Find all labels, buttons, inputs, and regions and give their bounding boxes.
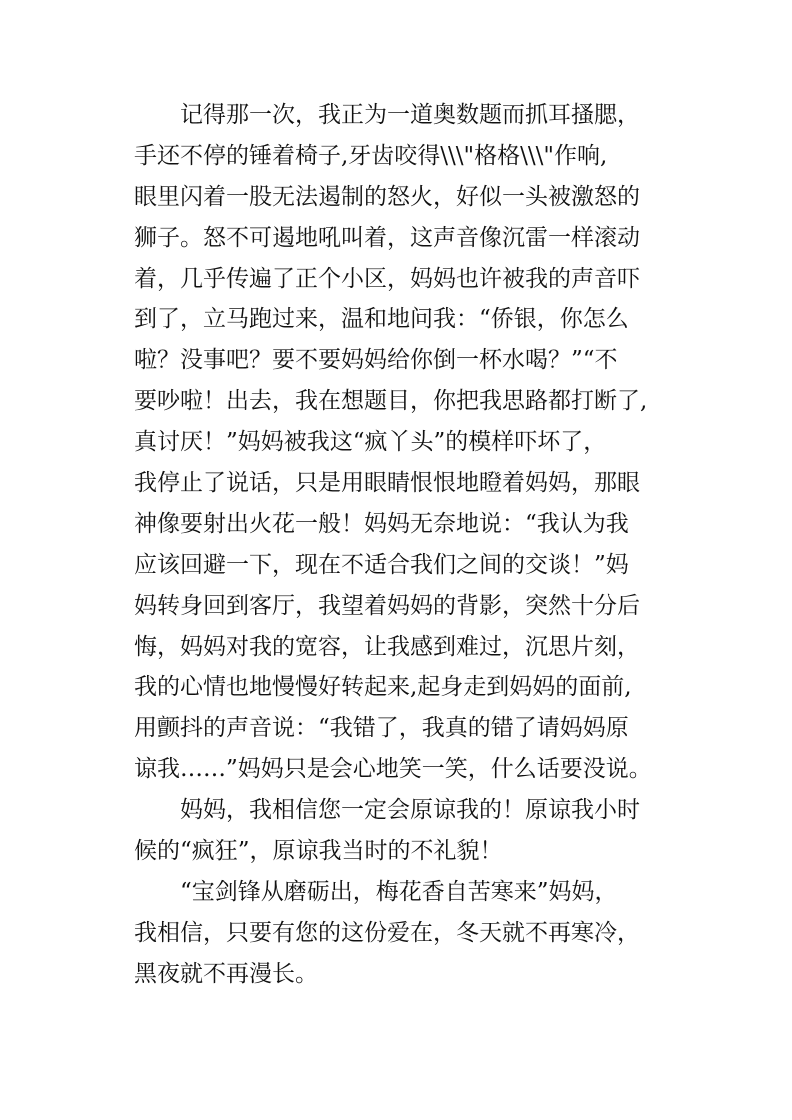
text-line: 谅我……”妈妈只是会心地笑一笑，什么话要没说。 [134, 756, 652, 783]
text-line: 狮子。怒不可遏地吼叫着，这声音像沉雷一样滚动 [134, 224, 640, 251]
text-line: 手还不停的锤着椅子,牙齿咬得\\\"格格\\\"作响, [134, 142, 608, 169]
text-line: 黑夜就不再漫长。 [134, 960, 318, 987]
text-line: 应该回避一下，现在不适合我们之间的交谈！”妈 [134, 551, 629, 578]
text-line: 我停止了说话，只是用眼睛恨恨地瞪着妈妈，那眼 [134, 470, 640, 497]
text-line: 候的“疯狂”，原谅我当时的不礼貌！ [134, 838, 503, 865]
text-line: 啦？没事吧？要不要妈妈给你倒一杯水喝？”“不 [134, 347, 618, 374]
text-line: 我的心情也地慢慢好转起来,起身走到妈妈的面前, [134, 674, 632, 701]
text-line: 眼里闪着一股无法遏制的怒火，好似一头被激怒的 [134, 183, 640, 210]
text-line: 真讨厌！”妈妈被我这“疯丫头”的模样吓坏了， [134, 429, 607, 456]
text-line: 妈转身回到客厅，我望着妈妈的背影，突然十分后 [134, 592, 640, 619]
text-line: 神像要射出火花一般！妈妈无奈地说：“我认为我 [134, 510, 629, 537]
text-line: 悔，妈妈对我的宽容，让我感到难过，沉思片刻， [134, 633, 640, 660]
text-line: 妈妈，我相信您一定会原谅我的！原谅我小时 [134, 797, 640, 824]
text-line: 着，几乎传遍了正个小区，妈妈也许被我的声音吓 [134, 265, 640, 292]
text-line: 到了，立马跑过来，温和地问我：“侨银，你怎么 [134, 306, 629, 333]
essay-text [134, 95, 674, 995]
text-line: “宝剑锋从磨砺出，梅花香自苦寒来”妈妈， [134, 878, 618, 905]
text-line: 用颤抖的声音说：“我错了，我真的错了请妈妈原 [134, 715, 629, 742]
text-line: 我相信，只要有您的这份爱在，冬天就不再寒冷， [134, 919, 640, 946]
text-line: 要吵啦！出去，我在想题目，你把我思路都打断了, [134, 388, 648, 415]
text-line: 记得那一次，我正为一道奥数题而抓耳搔腮， [134, 102, 640, 128]
